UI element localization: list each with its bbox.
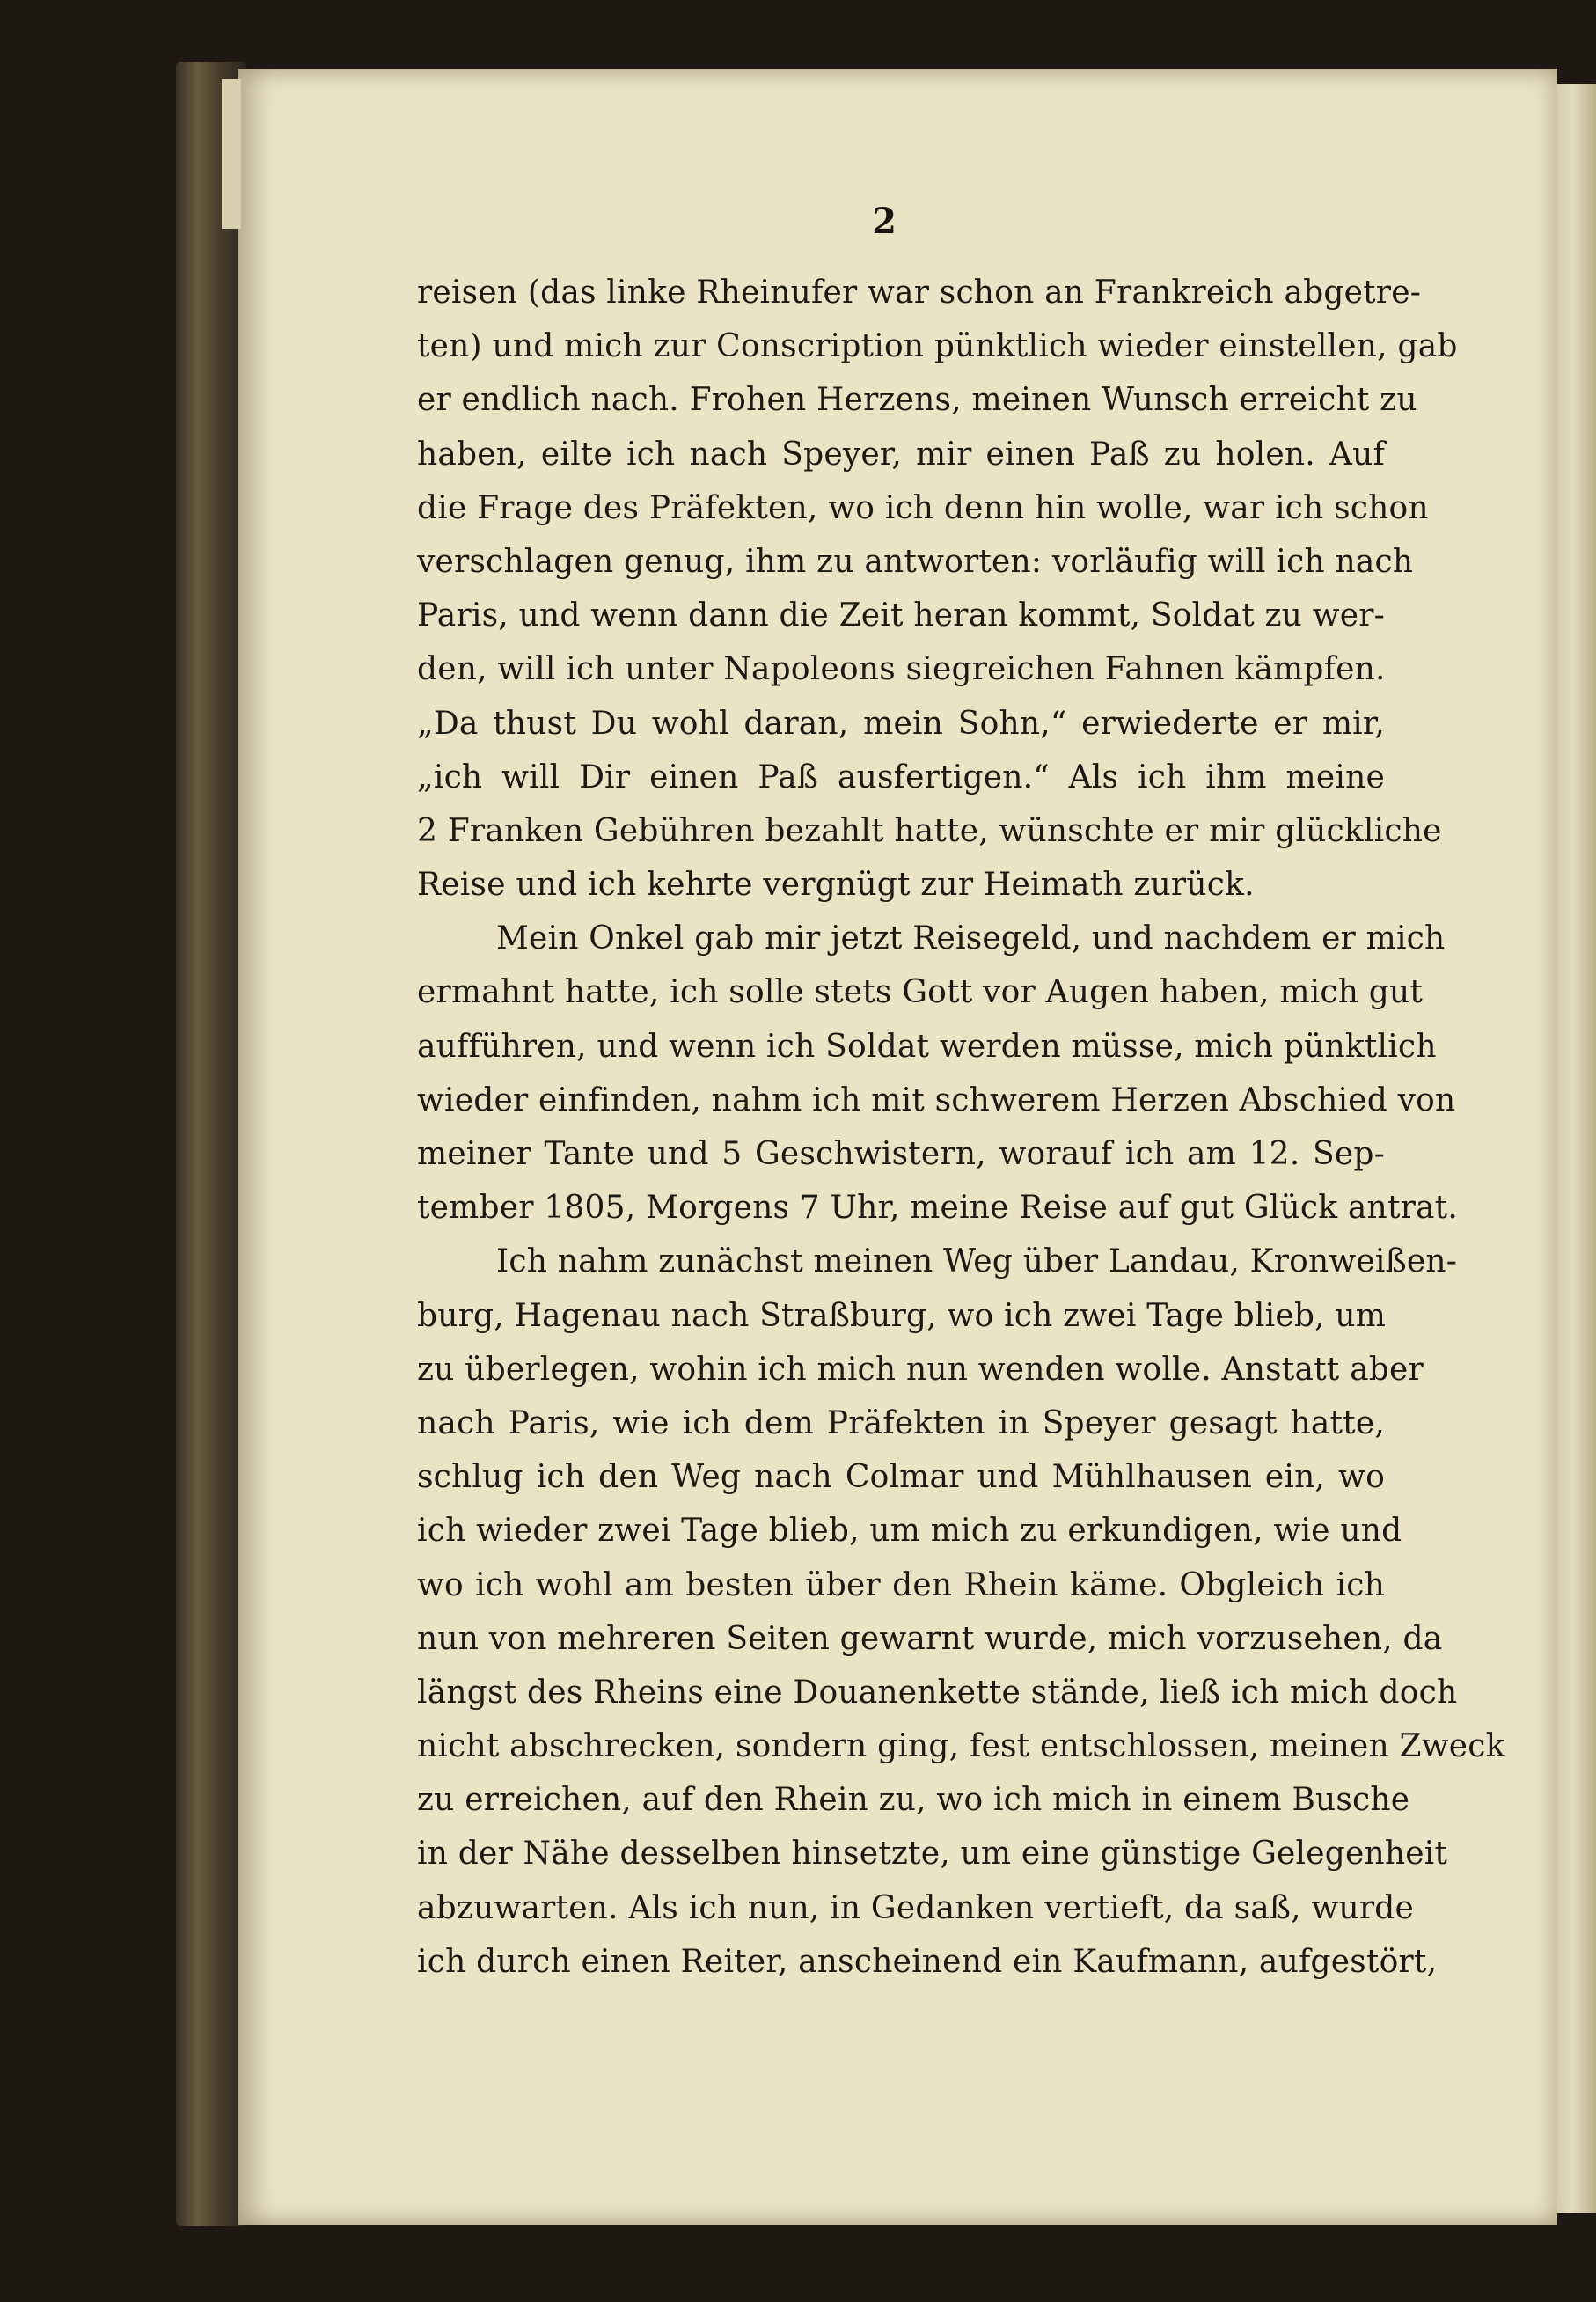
text-line: ich durch einen Reiter, anscheinend ein Kaufmann, aufgestört, (417, 1943, 1438, 1980)
text-line: die Frage des Präfekten, wo ich denn hin wolle, war ich schon (417, 489, 1429, 526)
text-line: nicht abschrecken, sondern ging, fest entschlossen, meinen Zweck (417, 1728, 1505, 1765)
text-line: wo ich wohl am besten über den Rhein käme. Obgleich ich (417, 1566, 1385, 1603)
text-line: burg, Hagenau nach Straßburg, wo ich zwei Tage blieb, um (417, 1297, 1387, 1334)
text-line: er endlich nach. Frohen Herzens, meinen Wunsch erreicht zu (417, 382, 1417, 419)
text-line: nach Paris, wie ich dem Präfekten in Speyer gesagt hatte, (417, 1404, 1385, 1441)
text-line: zu erreichen, auf den Rhein zu, wo ich mich in einem Busche (417, 1782, 1410, 1819)
text-line: Reise und ich kehrte vergnügt zur Heimath zurück. (417, 867, 1255, 904)
text-line: tember 1805, Morgens 7 Uhr, meine Reise auf gut Glück antrat. (417, 1190, 1458, 1227)
text-line: reisen (das linke Rheinufer war schon an Frankreich abgetre- (417, 275, 1422, 311)
text-line: wieder einfinden, nahm ich mit schwerem Herzen Abschied von (417, 1081, 1456, 1118)
spine-strip (222, 79, 241, 229)
text-line: in der Nähe desselben hinsetzte, um eine günstige Gelegenheit (417, 1836, 1448, 1873)
text-line: abzuwarten. Als ich nun, in Gedanken vertieft, da saß, wurde (417, 1889, 1415, 1926)
text-line: ten) und mich zur Conscription pünktlich wieder einstellen, gab (417, 328, 1458, 365)
text-line: 2 Franken Gebühren bezahlt hatte, wünschte er mir glückliche (417, 812, 1442, 849)
text-line: Mein Onkel gab mir jetzt Reisegeld, und nachdem er mich (496, 920, 1446, 957)
text-line: meiner Tante und 5 Geschwistern, worauf ich am 12. Sep- (417, 1136, 1385, 1172)
text-line: aufführen, und wenn ich Soldat werden müsse, mich pünktlich (417, 1028, 1437, 1065)
body-text (417, 266, 1505, 1989)
text-line: „ich will Dir einen Paß ausfertigen.“ Als ich ihm meine (417, 759, 1385, 795)
text-line: Ich nahm zunächst meinen Weg über Landau, Kronweißen- (496, 1243, 1458, 1280)
text-line: „Da thust Du wohl daran, mein Sohn,“ erwiederte er mir, (417, 705, 1385, 742)
book-binding (176, 62, 246, 2226)
page-number: 2 (872, 201, 897, 242)
text-line: schlug ich den Weg nach Colmar und Mühlhausen ein, wo (417, 1459, 1385, 1496)
text-line: ich wieder zwei Tage blieb, um mich zu erkundigen, wie und (417, 1513, 1402, 1550)
text-line: zu überlegen, wohin ich mich nun wenden wolle. Anstatt aber (417, 1351, 1424, 1388)
text-line: nun von mehreren Seiten gewarnt wurde, mich vorzusehen, da (417, 1620, 1443, 1657)
text-line: Paris, und wenn dann die Zeit heran kommt, Soldat zu wer- (417, 597, 1385, 634)
text-line: haben, eilte ich nach Speyer, mir einen Paß zu holen. Auf (417, 436, 1385, 473)
text-line: ermahnt hatte, ich solle stets Gott vor Augen haben, mich gut (417, 974, 1424, 1011)
text-line: längst des Rheins eine Douanenkette stände, ließ ich mich doch (417, 1674, 1458, 1711)
text-line: den, will ich unter Napoleons siegreichen Fahnen kämpfen. (417, 651, 1386, 688)
text-line: verschlagen genug, ihm zu antworten: vorläufig will ich nach (417, 543, 1414, 580)
